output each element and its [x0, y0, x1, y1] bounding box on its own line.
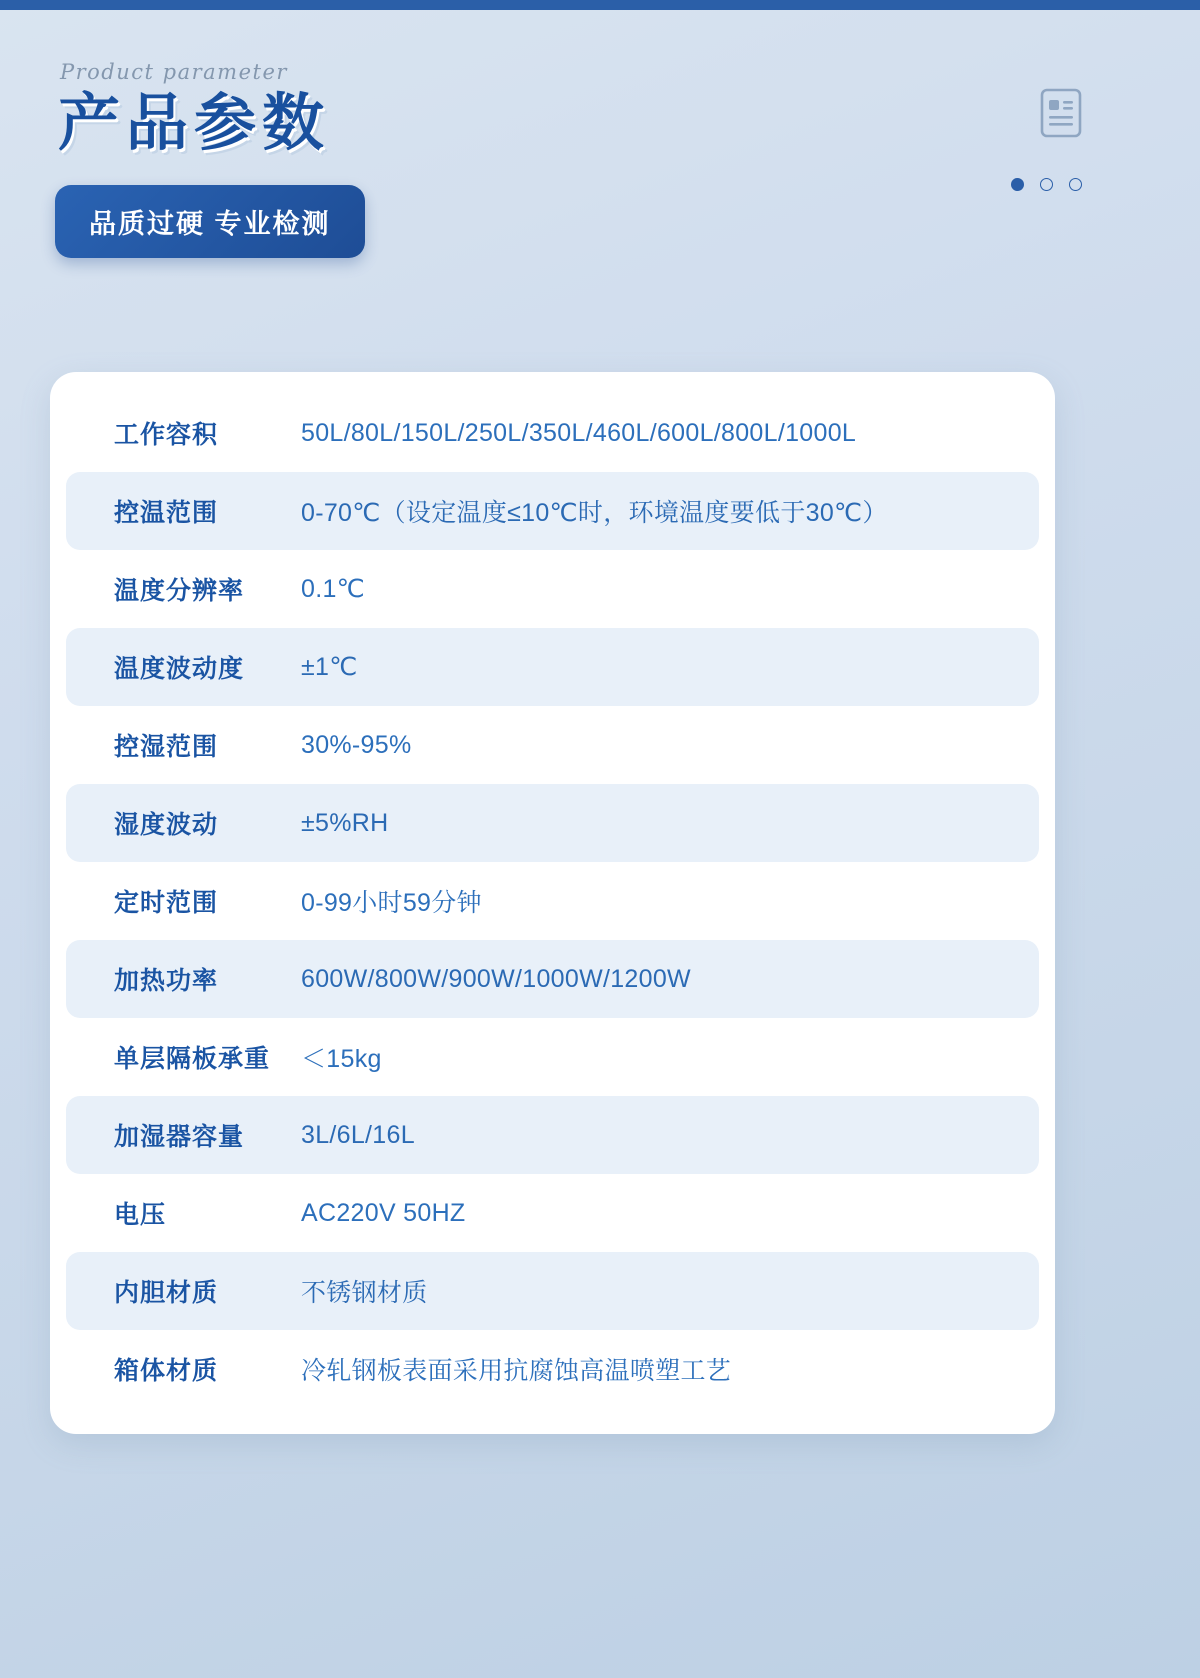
top-accent-bar — [0, 0, 1200, 10]
row-label: 单层隔板承重 — [114, 1045, 271, 1073]
row-label: 控湿范围 — [114, 733, 219, 761]
eyebrow-text: Product parameter — [60, 60, 288, 84]
row-value: 不锈钢材质 — [301, 1279, 428, 1307]
pager-dot-3[interactable] — [1069, 178, 1082, 191]
parameter-table — [50, 372, 1055, 1434]
row-label: 箱体材质 — [114, 1357, 219, 1385]
table-row — [66, 550, 1039, 628]
row-label: 温度分辨率 — [114, 577, 245, 605]
page-title: 产品参数 — [58, 89, 331, 158]
row-label: 控温范围 — [114, 499, 219, 527]
row-label: 加热功率 — [114, 967, 219, 995]
row-value: ＜15kg — [301, 1045, 382, 1073]
row-label: 温度波动度 — [114, 655, 245, 683]
pager-dots[interactable] — [1011, 178, 1082, 191]
row-value: ±1℃ — [301, 653, 358, 681]
row-value: 50L/80L/150L/250L/350L/460L/600L/800L/1000L — [301, 418, 857, 447]
table-row — [66, 706, 1039, 784]
table-row — [66, 628, 1039, 706]
row-value: 冷轧钢板表面采用抗腐蚀高温喷塑工艺 — [301, 1357, 732, 1385]
table-row — [66, 1096, 1039, 1174]
product-parameter-page — [0, 10, 1200, 1678]
row-value: AC220V 50HZ — [301, 1198, 466, 1227]
row-label: 工作容积 — [114, 421, 219, 449]
quality-badge: 品质过硬 专业检测 — [55, 185, 365, 258]
row-value: ±5%RH — [301, 808, 389, 837]
row-label: 内胆材质 — [114, 1279, 219, 1307]
table-row — [66, 1018, 1039, 1096]
row-label: 加湿器容量 — [114, 1123, 245, 1151]
table-row — [66, 940, 1039, 1018]
row-value: 600W/800W/900W/1000W/1200W — [301, 964, 691, 993]
table-row — [66, 394, 1039, 472]
pager-dot-1[interactable] — [1011, 178, 1024, 191]
row-label: 电压 — [114, 1201, 167, 1229]
row-value: 0.1℃ — [301, 575, 366, 603]
table-row — [66, 1330, 1039, 1408]
row-value: 0-70℃（设定温度≤10℃时，环境温度要低于30℃） — [301, 499, 888, 527]
row-value: 30%-95% — [301, 730, 412, 759]
table-row — [66, 1252, 1039, 1330]
pager-dot-2[interactable] — [1040, 178, 1053, 191]
row-label: 定时范围 — [114, 889, 219, 917]
page-header — [0, 10, 1200, 340]
row-value: 0-99小时59分钟 — [301, 889, 482, 917]
table-row — [66, 784, 1039, 862]
table-row — [66, 1174, 1039, 1252]
row-label: 湿度波动 — [114, 811, 219, 839]
table-row — [66, 472, 1039, 550]
row-value: 3L/6L/16L — [301, 1120, 415, 1149]
table-row — [66, 862, 1039, 940]
document-icon — [1040, 88, 1082, 138]
